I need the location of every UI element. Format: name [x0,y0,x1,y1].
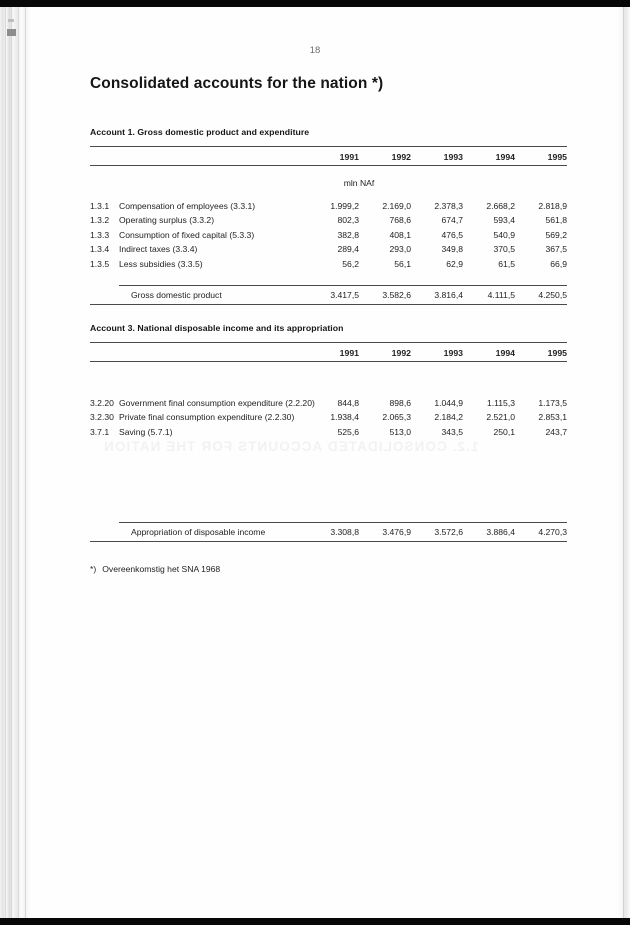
total-value-1994: 3.886,4 [463,522,515,541]
row-value-1994: 250,1 [493,426,515,437]
footnote [90,564,220,574]
gutter-speck [7,29,16,36]
row-value-1994: 2.668,2 [486,200,515,211]
row-label: Consumption of fixed capital (5.3.3) [119,229,255,240]
row-value-1993: 2.184,2 [434,412,463,422]
row-value-1994: 593,4 [493,215,515,225]
row-value-1993: 674,7 [441,215,463,225]
row-value-1992: 293,0 [389,244,411,254]
column-header-1994: 1994 [463,343,515,362]
total-code-spacer [90,522,119,541]
column-header-1993: 1993 [411,343,463,362]
row-label: Government final consumption expenditure (2.2.20) [119,397,315,408]
row-value-1995: 561,8 [545,215,567,225]
row-code: 3.2.30 [90,412,114,422]
total-gap [90,440,567,523]
account-3-table [90,342,567,542]
table-row [90,396,567,411]
row-code: 1.3.3 [90,229,110,240]
column-header-1991: 1991 [307,147,359,166]
row-value-1993: 2.378,3 [434,200,463,211]
row-value-1993: 349,8 [441,244,463,254]
row-value-1993: 476,5 [441,229,463,240]
total-value-1992: 3.582,6 [359,285,411,304]
total-label: Appropriation of disposable income [119,522,307,541]
header-code-spacer [90,147,119,166]
row-value-1993: 1.044,9 [434,397,463,408]
account-3-caption: Account 3. National disposable income and its appropriation [90,323,344,333]
row-value-1991: 382,8 [337,229,359,240]
row-value-1992: 768,6 [389,215,411,225]
total-label: Gross domestic product [119,285,307,304]
footnote-marker: *) [90,564,97,574]
column-header-1994: 1994 [463,147,515,166]
row-label: Operating surplus (3.3.2) [119,215,215,225]
total-value-1991: 3.417,5 [307,285,359,304]
page-title: Consolidated accounts for the nation *) [90,75,384,92]
total-value-1995: 4.270,3 [515,522,567,541]
row-value-1991: 1.938,4 [330,412,359,422]
row-value-1995: 1.173,5 [538,397,567,408]
row-value-1992: 513,0 [389,426,411,437]
account-1-caption: Account 1. Gross domestic product and expenditure [90,127,310,137]
row-value-1995: 367,5 [545,244,567,254]
row-value-1991: 289,4 [337,244,359,254]
row-value-1992: 898,6 [389,397,411,408]
row-code: 1.3.4 [90,244,110,254]
scanned-page [0,7,630,918]
table-row [90,214,567,229]
account-section-1 [90,127,567,305]
column-header-1995: 1995 [515,343,567,362]
column-header-1993: 1993 [411,147,463,166]
footnote-text: Overeenkomstig het SNA 1968 [102,564,221,574]
row-value-1995: 2.818,9 [538,200,567,211]
row-value-1992: 2.169,0 [382,200,411,211]
unit-row [90,166,567,200]
gutter-speck-upper [8,19,14,22]
row-value-1995: 569,2 [545,229,567,240]
total-value-1994: 4.111,5 [463,285,515,304]
row-value-1994: 370,5 [493,244,515,254]
page-number: 18 [309,45,321,56]
table-row [90,257,567,272]
row-value-1991: 844,8 [337,397,359,408]
row-value-1992: 2.065,3 [382,412,411,422]
row-value-1995: 2.853,1 [538,412,567,422]
table-row [90,411,567,426]
row-label: Compensation of employees (3.3.1) [119,200,256,211]
row-label: Indirect taxes (3.3.4) [119,244,198,254]
table-row [90,243,567,258]
row-code: 1.3.2 [90,215,110,225]
row-value-1991: 802,3 [337,215,359,225]
row-code: 1.3.1 [90,200,110,211]
row-value-1994: 61,5 [498,258,515,269]
account-1-header-row [90,147,567,166]
row-code: 3.7.1 [90,426,110,437]
column-header-1995: 1995 [515,147,567,166]
account-3-total-row [90,522,567,541]
row-value-1991: 56,2 [342,258,359,269]
account-3-header-row [90,343,567,362]
total-spacer [90,272,567,286]
table-row [90,199,567,214]
scanner-edge-bottom [0,918,630,925]
row-code: 3.2.20 [90,397,114,408]
row-value-1994: 540,9 [493,229,515,240]
total-value-1993: 3.572,6 [411,522,463,541]
total-value-1991: 3.308,8 [307,522,359,541]
unit-label: mln NAf [343,178,375,188]
row-value-1991: 1.999,2 [330,200,359,211]
row-value-1994: 2.521,0 [486,412,515,422]
table-row [90,425,567,440]
column-header-1992: 1992 [359,147,411,166]
scanner-edge-top [0,0,630,7]
row-value-1995: 243,7 [545,426,567,437]
account-section-3 [90,323,567,542]
header-label-spacer [119,343,307,362]
row-label: Less subsidies (3.3.5) [119,258,203,269]
column-header-1992: 1992 [359,343,411,362]
paper-right-edge-line [623,7,624,918]
row-code: 1.3.5 [90,258,110,269]
header-label-spacer [119,147,307,166]
row-value-1992: 56,1 [394,258,411,269]
total-value-1995: 4.250,5 [515,285,567,304]
binding-gutter [0,7,30,918]
row-value-1992: 408,1 [389,229,411,240]
row-label: Private final consumption expenditure (2.2.30) [119,412,295,422]
row-value-1994: 1.115,3 [486,397,515,408]
total-value-1992: 3.476,9 [359,522,411,541]
total-value-1993: 3.816,4 [411,285,463,304]
show-through-text: 1.2. CONSOLIDATED ACCOUNTS FOR THE NATION [103,439,479,454]
row-value-1991: 525,6 [337,426,359,437]
row-value-1993: 343,5 [441,426,463,437]
table-row [90,228,567,243]
header-gap [90,362,567,397]
account-1-table [90,146,567,305]
header-code-spacer [90,343,119,362]
column-header-1991: 1991 [307,343,359,362]
account-1-total-row [90,285,567,304]
row-value-1995: 66,9 [550,258,567,269]
total-code-spacer [90,285,119,304]
row-label: Saving (5.7.1) [119,426,173,437]
row-value-1993: 62,9 [446,258,463,269]
